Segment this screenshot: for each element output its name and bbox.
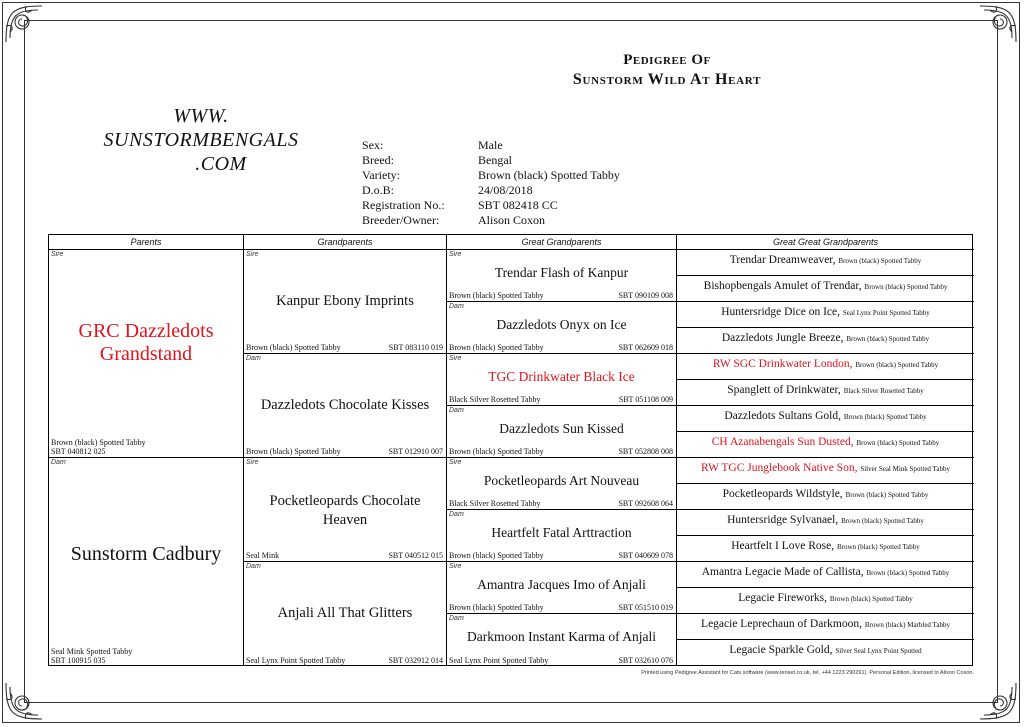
- pedigree-cell: [677, 328, 974, 354]
- great-grandparent-name: Dazzledots Onyx on Ice: [496, 317, 627, 332]
- footer-credit: Printed using Pedigree Assistant for Cats software (www.tenset.co.uk, tel. +44 1223 290291). Personal Edition, licensed to Alison Coxon.: [641, 670, 974, 676]
- great-grandparent-name: Heartfelt Fatal Arttraction: [491, 525, 632, 540]
- pedigree-cell: [244, 562, 447, 666]
- detail-label: Variety:: [362, 168, 400, 182]
- website-line: WWW.: [173, 105, 229, 127]
- pedigree-cell: [677, 354, 974, 380]
- registration-number: SBT 051510 019: [618, 603, 673, 612]
- detail-row: [362, 168, 620, 183]
- corner-flourish-icon: [974, 2, 1020, 48]
- pedigree-cell: [244, 458, 447, 562]
- grandparent-name: Dazzledots Chocolate Kisses: [260, 397, 430, 413]
- great-grandparent-name: Darkmoon Instant Karma of Anjali: [467, 629, 656, 644]
- variety-text: Seal Mink: [246, 551, 280, 560]
- website-line: SUNSTORMBENGALS: [103, 129, 299, 151]
- cat-variety: [449, 656, 673, 665]
- cat-variety: Brown (black) Spotted Tabby: [843, 413, 927, 421]
- dam-label: Dam: [449, 303, 464, 310]
- pedigree-cell: [677, 380, 974, 406]
- registration-number: SBT 012910 007: [388, 447, 443, 456]
- great-great-grandparent: [677, 618, 974, 630]
- detail-value: SBT 082418 CC: [478, 198, 558, 212]
- dam-label: Dam: [449, 615, 464, 622]
- variety-text: Black Silver Rosetted Tabby: [449, 499, 541, 508]
- pedigree-cell: [447, 406, 677, 458]
- sire-label: Sire: [246, 251, 259, 258]
- cat-details: [362, 138, 620, 228]
- sire-label: Sire: [449, 563, 462, 570]
- corner-flourish-icon: [2, 677, 48, 723]
- registration-number: SBT 051108 009: [618, 395, 673, 404]
- great-great-grandparent: [677, 644, 974, 656]
- great-great-grandparent: [677, 410, 974, 422]
- pedigree-cell: [49, 458, 244, 666]
- cat-variety: [449, 603, 673, 612]
- registration-number: SBT 040609 078: [618, 551, 673, 560]
- pedigree-cell: [677, 250, 974, 276]
- dam-label: Dam: [51, 459, 66, 466]
- cat-variety: [449, 551, 673, 560]
- dam-label: Dam: [246, 355, 261, 362]
- pedigree-table: [48, 234, 973, 666]
- great-great-grandparent: [677, 462, 974, 474]
- great-great-grandparent: [677, 254, 974, 266]
- column-header: Great Grandparents: [447, 235, 677, 250]
- pedigree-cell: [447, 562, 677, 614]
- cat-variety: Silver Seal Mink Spotted Tabby: [860, 465, 950, 473]
- detail-row: [362, 138, 620, 153]
- variety-text: Seal Mink Spotted Tabby: [51, 647, 133, 656]
- cat-variety: [246, 551, 443, 560]
- sire-label: Sire: [449, 251, 462, 258]
- cat-name: Legacie Leprechaun of Darkmoon,: [701, 618, 865, 630]
- registration-number: SBT 092608 064: [618, 499, 673, 508]
- sire-label: Sire: [51, 251, 64, 258]
- pedigree-cell: [677, 484, 974, 510]
- cat-variety: Brown (black) Spotted Tabby: [864, 283, 948, 291]
- variety-text: Seal Lynx Point Spotted Tabby: [246, 656, 346, 665]
- grandparent-name: Pocketleopards Chocolate Heaven: [269, 493, 421, 528]
- cat-name: Amantra Legacie Made of Callista,: [701, 566, 867, 578]
- detail-value: Male: [478, 138, 503, 152]
- grandparent-name: Kanpur Ebony Imprints: [276, 293, 414, 309]
- great-great-grandparent: [677, 566, 974, 578]
- cat-name: Bishopbengals Amulet of Trendar,: [703, 280, 865, 292]
- cat-variety: [449, 499, 673, 508]
- cat-variety: [449, 447, 673, 456]
- column-header: Grandparents: [244, 235, 447, 250]
- grandparent-name: Anjali All That Glitters: [277, 605, 413, 621]
- dam-label: Dam: [449, 407, 464, 414]
- sire-label: Sire: [246, 459, 259, 466]
- detail-value: Alison Coxon: [478, 213, 546, 227]
- registration-number: SBT 032610 076: [618, 656, 673, 665]
- variety-text: Brown (black) Spotted Tabby: [246, 343, 341, 352]
- detail-label: Breeder/Owner:: [362, 213, 440, 227]
- dam-label: Dam: [246, 563, 261, 570]
- cat-variety: Silver Seal Lynx Point Spotted: [835, 647, 922, 655]
- pedigree-cell: [677, 276, 974, 302]
- cat-name: Dazzledots Sultans Gold,: [724, 410, 844, 422]
- dam-label: Dam: [449, 511, 464, 518]
- pedigree-cell: [677, 588, 974, 614]
- variety-text: Brown (black) Spotted Tabby: [51, 438, 146, 447]
- cat-name: RW SGC Drinkwater London,: [712, 358, 856, 370]
- great-great-grandparent: [677, 540, 974, 552]
- registration-number: SBT 090109 008: [618, 291, 673, 300]
- variety-text: Brown (black) Spotted Tabby: [449, 551, 544, 560]
- cat-name: Heartfelt I Love Rose,: [731, 540, 837, 552]
- pedigree-cell: [447, 302, 677, 354]
- cat-name: Dazzledots Jungle Breeze,: [721, 332, 847, 344]
- great-great-grandparent: [677, 280, 974, 292]
- great-great-grandparent: [677, 332, 974, 344]
- title-line-1: Pedigree Of: [623, 52, 711, 68]
- detail-label: Breed:: [362, 153, 394, 167]
- registration-number: SBT 052808 008: [618, 447, 673, 456]
- pedigree-cell: [677, 562, 974, 588]
- cat-name: CH Azanabengals Sun Dusted,: [711, 436, 857, 448]
- great-great-grandparent: [677, 358, 974, 370]
- pedigree-cell: [447, 510, 677, 562]
- detail-label: Sex:: [362, 138, 384, 152]
- registration-number: SBT 083110 019: [388, 343, 443, 352]
- pedigree-cell: [447, 614, 677, 666]
- cat-name: Legacie Sparkle Gold,: [729, 644, 836, 656]
- cat-variety: Brown (black) Marbled Tabby: [864, 621, 950, 629]
- pedigree-title: [556, 50, 778, 90]
- corner-flourish-icon: [2, 2, 48, 48]
- registration-number: SBT 062609 018: [618, 343, 673, 352]
- cat-variety: [51, 438, 240, 456]
- pedigree-cell: [244, 354, 447, 458]
- pedigree-cell: [677, 510, 974, 536]
- cat-variety: [246, 656, 443, 665]
- registration-number: SBT 040512 015: [388, 551, 443, 560]
- cat-variety: [449, 395, 673, 404]
- pedigree-cell: [677, 432, 974, 458]
- column-header: Parents: [49, 235, 244, 250]
- cat-variety: Brown (black) Spotted Tabby: [829, 595, 913, 603]
- cat-variety: Seal Lynx Point Spotted Tabby: [842, 309, 930, 317]
- column-header: Great Great Grandparents: [677, 235, 974, 250]
- cat-variety: [51, 647, 240, 665]
- great-great-grandparent: [677, 436, 974, 448]
- registration-number: SBT 100915 035: [51, 656, 106, 665]
- cat-name: RW TGC Junglebook Native Son,: [701, 462, 861, 474]
- cat-variety: Brown (black) Spotted Tabby: [836, 543, 920, 551]
- cat-variety: [246, 343, 443, 352]
- great-grandparent-name: TGC Drinkwater Black Ice: [488, 369, 635, 384]
- cat-name: Huntersridge Sylvanael,: [727, 514, 842, 526]
- detail-value: Bengal: [478, 153, 512, 167]
- parent-name: Sunstorm Cadbury: [70, 543, 222, 565]
- cat-name: Pocketleopards Wildstyle,: [722, 488, 846, 500]
- cat-variety: Brown (black) Spotted Tabby: [856, 439, 940, 447]
- cat-name: Trendar Dreamweaver,: [729, 254, 839, 266]
- cat-variety: [246, 447, 443, 456]
- detail-label: D.o.B:: [362, 183, 395, 197]
- detail-label: Registration No.:: [362, 198, 445, 212]
- pedigree-cell: [677, 640, 974, 666]
- great-great-grandparent: [677, 384, 974, 396]
- website-url: [96, 104, 306, 176]
- pedigree-cell: [244, 250, 447, 354]
- variety-text: Brown (black) Spotted Tabby: [246, 447, 341, 456]
- detail-row: [362, 198, 620, 213]
- registration-number: SBT 040812 025: [51, 447, 106, 456]
- great-great-grandparent: [677, 592, 974, 604]
- sire-label: Sire: [449, 355, 462, 362]
- great-grandparent-name: Trendar Flash of Kanpur: [494, 265, 629, 280]
- cat-name: Spanglett of Drinkwater,: [727, 384, 844, 396]
- detail-row: [362, 183, 620, 198]
- pedigree-cell: [447, 250, 677, 302]
- detail-value: Brown (black) Spotted Tabby: [478, 168, 620, 182]
- variety-text: Brown (black) Spotted Tabby: [449, 447, 544, 456]
- pedigree-cell: [677, 536, 974, 562]
- pedigree-cell: [677, 614, 974, 640]
- corner-flourish-icon: [974, 677, 1020, 723]
- detail-value: 24/08/2018: [478, 183, 533, 197]
- cat-variety: Brown (black) Spotted Tabby: [866, 569, 950, 577]
- detail-row: [362, 153, 620, 168]
- cat-variety: Brown (black) Spotted Tabby: [846, 335, 930, 343]
- great-great-grandparent: [677, 488, 974, 500]
- great-grandparent-name: Pocketleopards Art Nouveau: [483, 473, 640, 488]
- great-grandparent-name: Amantra Jacques Imo of Anjali: [477, 577, 646, 592]
- cat-variety: Brown (black) Spotted Tabby: [845, 491, 929, 499]
- parent-name: GRC Dazzledots Grandstand: [78, 320, 214, 365]
- pedigree-cell: [49, 250, 244, 458]
- sire-label: Sire: [449, 459, 462, 466]
- pedigree-cell: [677, 406, 974, 432]
- detail-row: [362, 213, 620, 228]
- variety-text: Brown (black) Spotted Tabby: [449, 603, 544, 612]
- cat-variety: Brown (black) Spotted Tabby: [838, 257, 922, 265]
- great-grandparent-name: Dazzledots Sun Kissed: [499, 421, 624, 436]
- website-line: .COM: [195, 153, 247, 175]
- pedigree-cell: [677, 458, 974, 484]
- cat-name: Huntersridge Dice on Ice,: [721, 306, 843, 318]
- pedigree-cell: [447, 354, 677, 406]
- variety-text: Seal Lynx Point Spotted Tabby: [449, 656, 549, 665]
- registration-number: SBT 032912 014: [388, 656, 443, 665]
- pedigree-cell: [447, 458, 677, 510]
- great-great-grandparent: [677, 514, 974, 526]
- title-line-2: Sunstorm Wild At Heart: [572, 71, 762, 88]
- cat-variety: Brown (black) Spotted Tabby: [855, 361, 939, 369]
- pedigree-cell: [677, 302, 974, 328]
- variety-text: Brown (black) Spotted Tabby: [449, 343, 544, 352]
- cat-name: Legacie Fireworks,: [738, 592, 830, 604]
- cat-variety: [449, 291, 673, 300]
- cat-variety: Black Silver Rosetted Tabby: [843, 387, 924, 395]
- variety-text: Black Silver Rosetted Tabby: [449, 395, 541, 404]
- variety-text: Brown (black) Spotted Tabby: [449, 291, 544, 300]
- cat-variety: Brown (black) Spotted Tabby: [841, 517, 924, 525]
- cat-variety: [449, 343, 673, 352]
- great-great-grandparent: [677, 306, 974, 318]
